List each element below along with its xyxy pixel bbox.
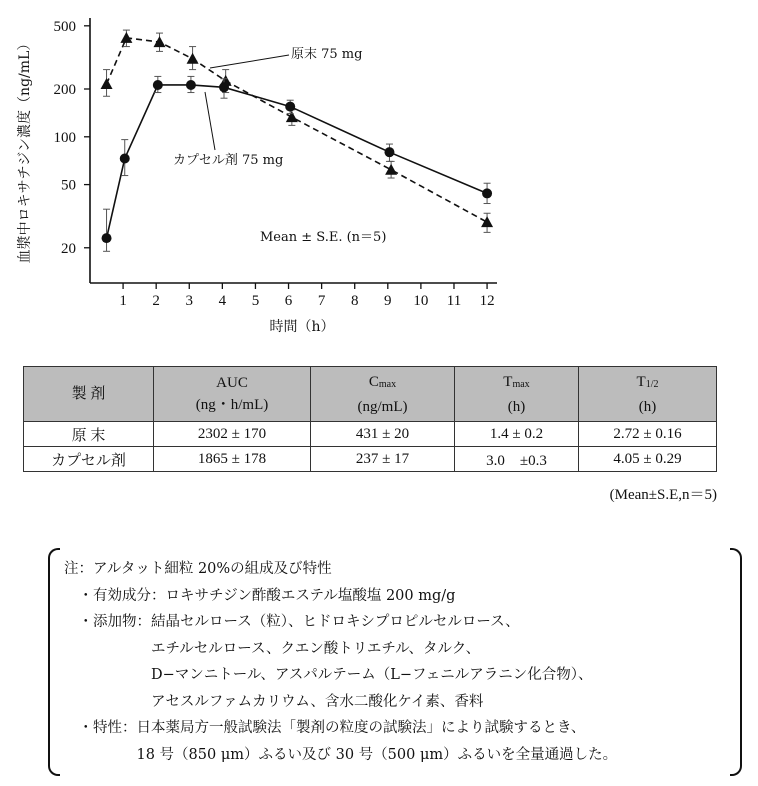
chart-plot-area: [101, 30, 494, 251]
x-axis-label: 時間（h）: [269, 319, 335, 335]
note-line: D−マンニトール、アスパルテーム（L−フェニルアラニン化合物）、: [64, 667, 593, 683]
row-name: カプセル剤: [24, 447, 154, 472]
auc-unit: (ng・h/mL): [195, 397, 269, 413]
thalf-unit: (h): [638, 398, 657, 415]
row-tmax: 1.4 ± 0.2: [455, 422, 579, 447]
cmax-sub: max: [378, 378, 397, 390]
header-auc: [154, 367, 311, 422]
capsule-series-label: カプセル剤 75 mg: [173, 153, 284, 168]
header-cmax: [311, 367, 455, 422]
x-tick-label: 10: [413, 293, 429, 309]
thalf-sub: 1/2: [645, 378, 659, 390]
y-tick-label: 500: [53, 18, 76, 35]
mean-se-annotation: Mean ± S.E. (n＝5): [260, 230, 387, 245]
circle-marker: [102, 233, 112, 243]
x-tick-label: 8: [350, 293, 359, 309]
x-tick-label: 4: [218, 293, 227, 309]
x-tick-label: 11: [446, 293, 462, 309]
row-tmax: 3.0 ±0.3: [455, 447, 579, 472]
row-thalf: 4.05 ± 0.29: [579, 447, 717, 472]
capsule-series-line: [107, 85, 488, 238]
y-tick-label: 20: [61, 240, 76, 257]
x-tick-label: 5: [251, 293, 260, 309]
row-cmax: 431 ± 20: [311, 422, 455, 447]
triangle-marker: [120, 32, 132, 43]
row-cmax: 237 ± 17: [311, 447, 455, 472]
powder-series-line: [107, 38, 488, 222]
right-bracket: [730, 548, 742, 776]
table-footer-note: (Mean±S.E,n＝5): [609, 487, 717, 503]
triangle-marker: [481, 216, 493, 227]
x-tick-label: 2: [152, 293, 160, 309]
thalf-label: T: [636, 373, 646, 390]
header-tmax: [455, 367, 579, 422]
y-tick-label: 50: [61, 177, 76, 194]
pk-line-chart: [0, 0, 758, 345]
cmax-unit: (ng/mL): [357, 398, 408, 415]
x-tick-label: 1: [119, 293, 127, 309]
x-tick-label: 9: [384, 293, 392, 309]
capsule-label-leader: [205, 92, 215, 150]
triangle-marker: [101, 78, 113, 89]
row-auc: 2302 ± 170: [154, 422, 311, 447]
x-tick-label: 3: [185, 293, 194, 309]
pk-parameter-table: [23, 366, 717, 472]
triangle-marker: [153, 36, 165, 47]
tmax-label: T: [503, 373, 513, 390]
note-line: 注：アルタット細粒 20%の組成及び特性: [64, 561, 332, 577]
row-thalf: 2.72 ± 0.16: [579, 422, 717, 447]
note-text: [64, 556, 617, 768]
powder-label-leader: [210, 55, 289, 68]
x-tick-label: 6: [284, 293, 293, 309]
row-name: 原 末: [24, 422, 154, 447]
composition-note: [48, 548, 742, 774]
circle-marker: [482, 188, 492, 198]
note-line: ・添加物：結晶セルロース（粒）、ヒドロキシプロピルセルロース、: [64, 614, 520, 630]
header-formulation: 製 剤: [24, 367, 154, 422]
x-tick-label: 12: [479, 293, 495, 309]
table-row: [24, 422, 717, 447]
tmax-unit: (h): [507, 398, 526, 415]
auc-label: AUC: [216, 375, 248, 391]
table-header-row: [24, 367, 717, 422]
header-thalf: [579, 367, 717, 422]
note-line: 18 号（850 μm）ふるい及び 30 号（500 μm）ふるいを全量通過した。: [64, 746, 618, 763]
note-line: ・特性：日本薬局方一般試験法「製剤の粒度の試験法」により試験するとき、: [64, 720, 586, 736]
x-tick-label: 7: [317, 293, 326, 309]
table-row: [24, 447, 717, 472]
circle-marker: [285, 102, 295, 112]
note-line: ・有効成分：ロキサチジン酢酸エステル塩酸塩 200 mg/g: [64, 587, 456, 604]
row-auc: 1865 ± 178: [154, 447, 311, 472]
y-tick-label: 200: [53, 81, 76, 98]
circle-marker: [219, 82, 229, 92]
y-tick-label: 100: [53, 129, 76, 146]
circle-marker: [153, 80, 163, 90]
triangle-marker: [187, 53, 199, 64]
note-line: アセスルファムカリウム、含水二酸化ケイ素、香料: [64, 693, 484, 710]
left-bracket: [48, 548, 60, 776]
cmax-label: C: [368, 373, 379, 390]
triangle-marker: [385, 164, 397, 175]
tmax-sub: max: [512, 378, 530, 390]
y-axis-label: 血漿中ロキサチジン濃度（ng/mL）: [17, 36, 33, 264]
note-line: エチルセルロース、クエン酸トリエチル、タルク、: [64, 640, 481, 657]
circle-marker: [120, 153, 130, 163]
circle-marker: [186, 80, 196, 90]
circle-marker: [384, 147, 394, 157]
powder-series-label: 原末 75 mg: [291, 47, 363, 62]
triangle-marker: [286, 111, 298, 122]
